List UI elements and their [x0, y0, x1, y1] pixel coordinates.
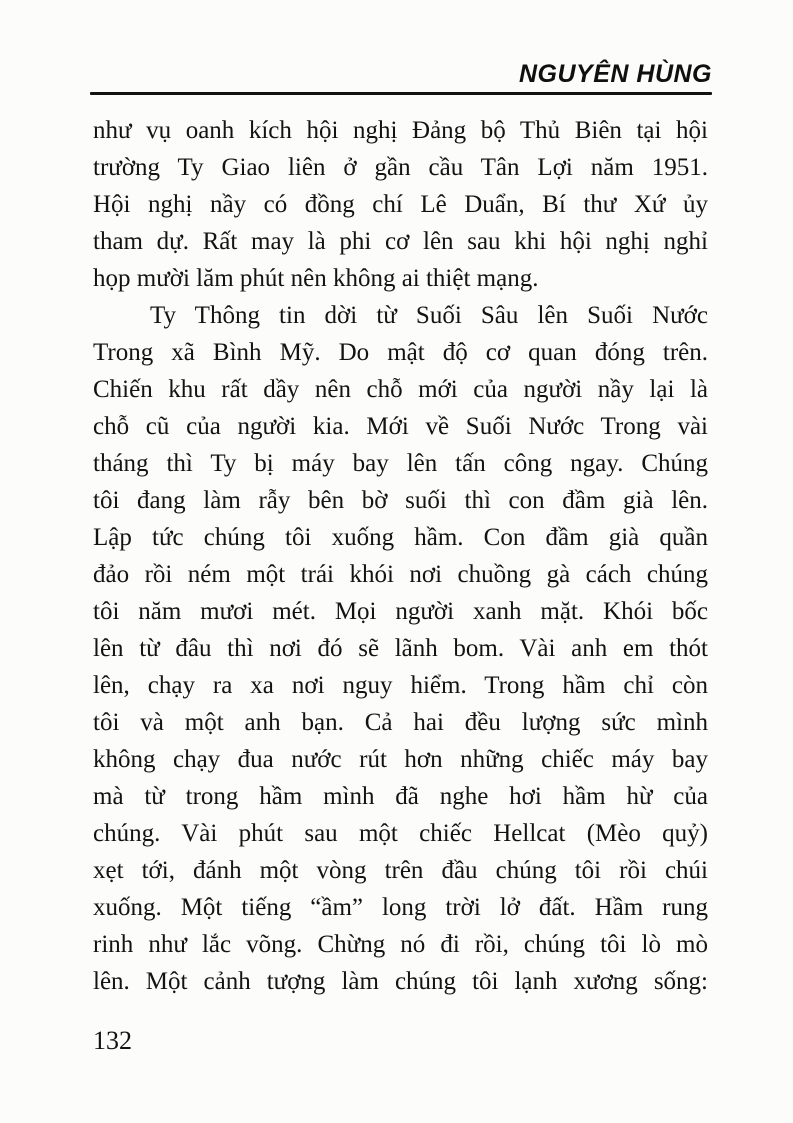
text-line: rinh như lắc võng. Chừng nó đi rồi, chúng tôi lò mò: [93, 931, 708, 958]
text-line: xuống. Một tiếng “ầm” long trời lở đất. Hầm rung: [93, 894, 708, 921]
text-line: trường Ty Giao liên ở gần cầu Tân Lợi năm 1951.: [93, 154, 708, 181]
text-line: tôi năm mươi mét. Mọi người xanh mặt. Khói bốc: [93, 598, 708, 625]
text-line: Ty Thông tin dời từ Suối Sâu lên Suối Nước: [150, 302, 708, 329]
text-line: tôi và một anh bạn. Cả hai đều lượng sức mình: [93, 709, 708, 736]
text-line: Lập tức chúng tôi xuống hầm. Con đầm già quần: [93, 524, 708, 551]
text-line: Hội nghị nầy có đồng chí Lê Duẩn, Bí thư Xứ ủy: [93, 191, 708, 218]
paragraph-2: [93, 297, 708, 1000]
header-rule: [90, 92, 712, 95]
page-body: [93, 112, 708, 1000]
text-line: Chiến khu rất dầy nên chỗ mới của người nầy lại là: [93, 376, 708, 403]
text-line: mà từ trong hầm mình đã nghe hơi hầm hừ của: [93, 783, 708, 810]
text-line: tháng thì Ty bị máy bay lên tấn công ngay. Chúng: [93, 450, 708, 477]
text-line: lên từ đâu thì nơi đó sẽ lãnh bom. Vài anh em thót: [93, 635, 708, 662]
running-head-author: NGUYÊN HÙNG: [518, 60, 712, 88]
text-line: chỗ cũ của người kia. Mới về Suối Nước Trong vài: [93, 413, 708, 440]
text-line: lên, chạy ra xa nơi nguy hiểm. Trong hầm chỉ còn: [93, 672, 708, 699]
text-line: đảo rồi ném một trái khói nơi chuồng gà cách chúng: [93, 561, 708, 588]
text-line: tham dự. Rất may là phi cơ lên sau khi hội nghị nghỉ: [93, 228, 708, 255]
text-line: chúng. Vài phút sau một chiếc Hellcat (Mèo quỷ): [93, 820, 708, 847]
text-line: như vụ oanh kích hội nghị Đảng bộ Thủ Biên tại hội: [93, 117, 708, 144]
paragraph-1: [93, 112, 708, 297]
text-line: tôi đang làm rẫy bên bờ suối thì con đầm già lên.: [93, 487, 708, 514]
text-line: họp mười lăm phút nên không ai thiệt mạng.: [93, 265, 539, 292]
page-number: 132: [93, 1026, 132, 1055]
text-line: Trong xã Bình Mỹ. Do mật độ cơ quan đóng trên.: [93, 339, 708, 366]
text-line: không chạy đua nước rút hơn những chiếc máy bay: [93, 746, 708, 773]
text-line: xẹt tới, đánh một vòng trên đầu chúng tôi rồi chúi: [93, 857, 708, 884]
text-line: lên. Một cảnh tượng làm chúng tôi lạnh xương sống:: [93, 968, 708, 995]
